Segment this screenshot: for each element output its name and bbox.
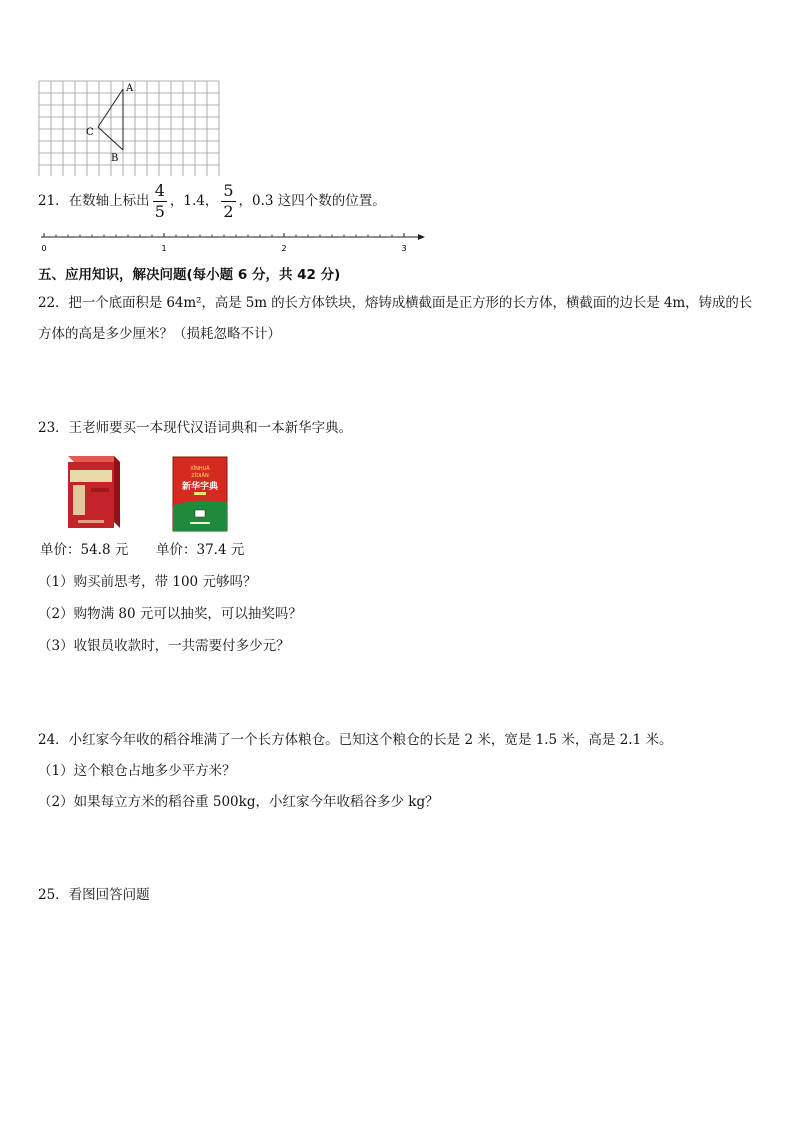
vertex-label-a: A	[126, 83, 134, 94]
book-2-cover-title: 新华字典	[181, 482, 219, 492]
tick-label-3: 3	[401, 244, 407, 253]
section-5-heading: 五、应用知识，解决问题(每小题 6 分，共 42 分)	[38, 267, 341, 283]
grid-lines	[39, 81, 219, 176]
triangle-side-cb	[98, 127, 123, 150]
number-line-arrow-icon	[418, 234, 425, 240]
question-22-line-2: 方体的高是多少厘米？（损耗忽略不计）	[38, 326, 281, 342]
book-2-pinyin-2: ZÌDIǍN	[191, 473, 209, 479]
question-22-line-1: 22．把一个底面积是 64m²，高是 5m 的长方体铁块，熔铸成横截面是正方形的长方体，横截面的边长是 4m，铸成的长	[38, 295, 753, 311]
vertex-label-c: C	[86, 127, 94, 138]
question-24-sub-1: （1）这个粮仓占地多少平方米？	[38, 763, 236, 779]
question-23-sub-2: （2）购物满 80 元可以抽奖，可以抽奖吗？	[38, 606, 302, 622]
question-24: 24．小红家今年收的稻谷堆满了一个长方体粮仓。已知这个粮仓的长是 2 米，宽是 1.5 米，高是 2.1 米。	[38, 732, 673, 748]
book-1-price: 单价：54.8 元	[40, 542, 129, 558]
vertex-label-b: B	[111, 153, 119, 164]
question-23: 23．王老师要买一本现代汉语词典和一本新华字典。	[38, 420, 353, 436]
book-2-pinyin-1: XĪNHUÁ	[190, 466, 210, 472]
tick-label-2: 2	[281, 244, 287, 253]
question-21	[38, 183, 386, 220]
tick-label-1: 1	[161, 244, 167, 253]
book-image-modern-chinese-dictionary	[64, 454, 122, 530]
grid-triangle-figure	[38, 80, 220, 176]
q21-prefix: 21．在数轴上标出	[38, 193, 150, 209]
fraction-5-2: $\frac{5}{2}$	[223, 181, 234, 221]
tick-label-0: 0	[41, 244, 47, 253]
question-23-sub-1: （1）购买前思考，带 100 元够吗？	[38, 574, 257, 590]
q21-suffix: ，0.3 这四个数的位置。	[238, 193, 386, 209]
fraction-4-5: $\frac{4}{5}$	[154, 181, 165, 221]
question-23-sub-3: （3）收银员收款时，一共需要付多少元？	[38, 638, 290, 654]
q21-mid: ，1.4，	[169, 193, 219, 209]
question-24-sub-2: （2）如果每立方米的稻谷重 500kg，小红家今年收稻谷多少 kg？	[38, 794, 439, 810]
question-25: 25．看图回答问题	[38, 887, 150, 903]
book-image-xinhua-dictionary	[172, 456, 228, 532]
book-2-price: 单价：37.4 元	[156, 542, 245, 558]
number-line	[38, 230, 428, 256]
triangle-side-ac	[98, 89, 123, 127]
